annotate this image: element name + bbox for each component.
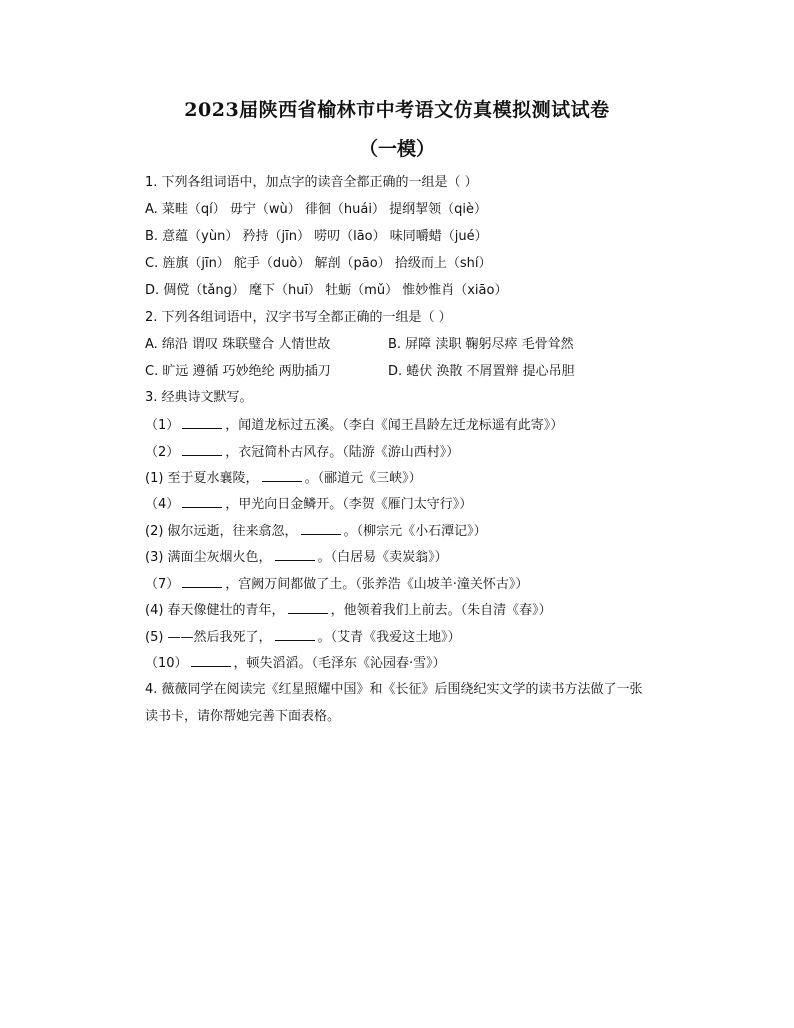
dictation-suffix: ，他领着我们上前去。（朱自清《春》）	[330, 603, 552, 618]
question-1-option-c: C. 旌旗（jīn） 舵手（duò） 解剖（pāo） 拾级而上（shí）	[145, 256, 492, 271]
answer-blank[interactable]	[182, 495, 222, 508]
dictation-item	[145, 469, 422, 488]
answer-blank[interactable]	[182, 575, 222, 588]
dictation-prefix: (4) 春天像健壮的青年，	[145, 603, 285, 618]
answer-blank[interactable]	[182, 416, 222, 429]
answer-blank[interactable]	[288, 601, 328, 614]
dictation-prefix: （7）	[145, 577, 180, 592]
answer-blank[interactable]	[182, 443, 222, 456]
answer-blank[interactable]	[275, 548, 315, 561]
question-2-option-c: C. 旷远 遵循 巧妙绝纶 两肋插刀	[145, 364, 331, 379]
dictation-suffix: 。（艾青《我爱这土地》）	[317, 630, 461, 645]
dictation-item	[145, 416, 563, 435]
question-1-stem: 1. 下列各组词语中，加点字的读音全都正确的一组是（ ）	[145, 175, 478, 190]
dictation-prefix: (1) 至于夏水襄陵，	[145, 471, 259, 486]
dictation-item	[145, 628, 461, 647]
answer-blank[interactable]	[191, 654, 231, 667]
question-1-option-d: D. 倜傥（tǎng） 麾下（huī） 牡蛎（mǔ） 惟妙惟肖（xiāo）	[145, 283, 508, 298]
question-2-option-b: B. 屏障 渎职 鞠躬尽瘁 毛骨耸然	[388, 337, 574, 352]
dictation-suffix: ，闻道龙标过五溪。（李白《闻王昌龄左迁龙标遥有此寄》）	[225, 418, 564, 433]
page-subtitle: （一模）	[358, 138, 435, 160]
question-2-option-a: A. 绵沿 谓叹 珠联璧合 人情世故	[145, 337, 331, 352]
dictation-suffix: 。（郦道元《三峡》）	[304, 471, 422, 486]
dictation-item	[145, 575, 528, 594]
dictation-suffix: 。（柳宗元《小石潭记》）	[343, 524, 487, 539]
question-2-option-d: D. 蜷伏 涣散 不屑置辩 提心吊胆	[388, 364, 575, 379]
answer-blank[interactable]	[262, 469, 302, 482]
dictation-suffix: ，顿失滔滔。（毛泽东《沁园春·雪》）	[233, 656, 446, 671]
dictation-suffix: 。（白居易《卖炭翁》）	[317, 550, 448, 565]
dictation-prefix: （2）	[145, 445, 180, 460]
dictation-suffix: ，宫阙万间都做了土。（张养浩《山坡羊·潼关怀古》）	[225, 577, 529, 592]
question-4-stem: 4. 薇薇同学在阅读完《红星照耀中国》和《长征》后围绕纪实文学的读书方法做了一张	[145, 682, 643, 697]
dictation-item	[145, 654, 446, 673]
dictation-suffix: ，甲光向日金鳞开。（李贺《雁门太守行》）	[225, 497, 473, 512]
question-3-stem: 3. 经典诗文默写。	[145, 390, 253, 405]
dictation-item	[145, 522, 487, 541]
question-4-stem-continued: 读书卡，请你帮她完善下面表格。	[145, 709, 341, 724]
dictation-item	[145, 548, 448, 567]
question-2-stem: 2. 下列各组词语中，汉字书写全都正确的一组是（ ）	[145, 310, 452, 325]
question-1-option-a: A. 菜畦（qí） 毋宁（wù） 徘徊（huái） 提纲挈领（qiè）	[145, 202, 487, 217]
dictation-prefix: (5) ——然后我死了，	[145, 630, 272, 645]
dictation-prefix: （1）	[145, 418, 180, 433]
answer-blank[interactable]	[301, 522, 341, 535]
answer-blank[interactable]	[275, 628, 315, 641]
dictation-item	[145, 443, 459, 462]
dictation-item	[145, 601, 552, 620]
dictation-suffix: ，衣冠简朴古风存。（陆游《游山西村》）	[225, 445, 460, 460]
question-1-option-b: B. 意蕴（yùn） 矜持（jīn） 唠叨（lāo） 味同嚼蜡（jué）	[145, 229, 488, 244]
dictation-prefix: （10）	[145, 656, 188, 671]
dictation-prefix: （4）	[145, 497, 180, 512]
dictation-item	[145, 495, 472, 514]
page-title: 2023届陕西省榆林市中考语文仿真模拟测试试卷	[184, 99, 610, 121]
dictation-prefix: (3) 满面尘灰烟火色，	[145, 550, 272, 565]
dictation-prefix: (2) 俶尔远逝，往来翕忽，	[145, 524, 298, 539]
